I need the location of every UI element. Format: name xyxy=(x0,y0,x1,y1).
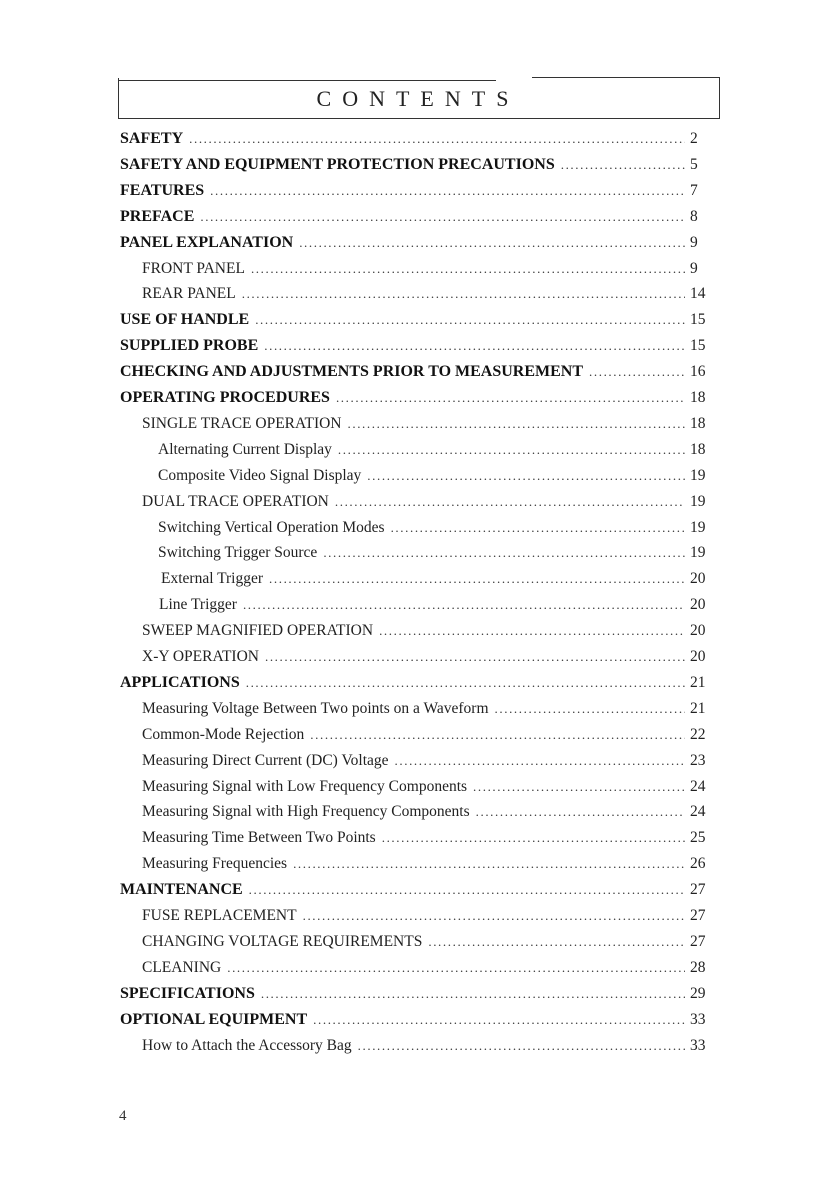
toc-entry-page: 9 xyxy=(690,233,698,251)
toc-entry-page: 14 xyxy=(690,285,706,303)
toc-entry-page: 27 xyxy=(690,932,706,950)
toc-entry xyxy=(120,363,718,389)
toc-entry xyxy=(120,674,718,700)
toc-entry-page: 19 xyxy=(690,544,706,562)
toc-entry-page: 20 xyxy=(690,622,706,640)
toc-entry-label: DUAL TRACE OPERATION xyxy=(142,492,329,510)
toc-entry-label: Measuring Direct Current (DC) Voltage xyxy=(142,751,389,769)
toc-entry-page: 33 xyxy=(690,1010,706,1028)
toc-entry-label: CHANGING VOLTAGE REQUIREMENTS xyxy=(142,932,423,950)
toc-entry-label: Switching Trigger Source xyxy=(158,544,318,562)
toc-entry xyxy=(142,752,718,778)
dot-leader xyxy=(261,986,685,1002)
toc-entry-label: APPLICATIONS xyxy=(120,673,240,691)
toc-entry-page: 26 xyxy=(690,855,706,873)
dot-leader xyxy=(249,882,685,898)
title-top-rule-right xyxy=(532,77,720,78)
toc-entry-page: 19 xyxy=(690,492,706,510)
toc-entry-label: FEATURES xyxy=(120,181,205,199)
toc-entry xyxy=(142,415,718,441)
dot-leader xyxy=(379,623,685,639)
dot-leader xyxy=(255,312,685,328)
toc-entry-label: Common-Mode Rejection xyxy=(142,725,305,743)
toc-entry-label: PREFACE xyxy=(120,207,195,225)
toc-entry xyxy=(161,570,718,596)
toc-entry-label: Measuring Voltage Between Two points on a Waveform xyxy=(142,699,489,717)
dot-leader xyxy=(242,286,685,302)
toc-entry-label: SUPPLIED PROBE xyxy=(120,337,259,355)
toc-entry xyxy=(120,1011,718,1037)
toc-entry xyxy=(142,1037,718,1063)
toc-entry xyxy=(142,493,718,519)
toc-entry-label: CHECKING AND ADJUSTMENTS PRIOR TO MEASUREMENT xyxy=(120,363,584,381)
toc-entry-label: SAFETY xyxy=(120,130,184,147)
toc-entry xyxy=(120,182,718,208)
toc-entry-label: CLEANING xyxy=(142,958,222,976)
dot-leader xyxy=(473,779,685,795)
toc-entry-label: SINGLE TRACE OPERATION xyxy=(142,414,342,432)
toc-entry-page: 23 xyxy=(690,751,706,769)
dot-leader xyxy=(338,442,685,458)
toc-entry-label: OPERATING PROCEDURES xyxy=(120,389,330,406)
dot-leader xyxy=(336,390,685,406)
dot-leader xyxy=(391,520,685,536)
dot-leader xyxy=(348,416,686,432)
toc-entry-page: 21 xyxy=(690,673,706,691)
toc-entry xyxy=(142,959,718,985)
toc-entry-label: Composite Video Signal Display xyxy=(158,466,362,484)
dot-leader xyxy=(589,364,685,380)
toc-entry xyxy=(142,648,718,674)
toc-entry-label: X-Y OPERATION xyxy=(142,648,259,665)
toc-entry-label: Line Trigger xyxy=(159,596,237,614)
toc-entry xyxy=(120,130,718,156)
toc-entry-page: 15 xyxy=(690,337,706,355)
toc-entry-page: 19 xyxy=(690,518,706,536)
toc-entry-page: 5 xyxy=(690,155,698,173)
dot-leader xyxy=(264,338,685,354)
toc-entry-page: 29 xyxy=(690,984,706,1002)
dot-leader xyxy=(246,675,685,691)
toc-entry xyxy=(142,803,718,829)
toc-entry xyxy=(142,726,718,752)
toc-entry-label: Measuring Time Between Two Points xyxy=(142,829,376,847)
dot-leader xyxy=(299,235,685,251)
page-title: CONTENTS xyxy=(316,86,520,111)
toc-entry-page: 9 xyxy=(690,259,698,277)
toc-entry xyxy=(142,933,718,959)
toc-entry-page: 19 xyxy=(690,466,706,484)
toc-entry-page: 27 xyxy=(690,881,706,899)
toc-entry-label: REAR PANEL xyxy=(142,285,236,303)
toc-entry xyxy=(142,260,718,286)
toc-entry-label: Measuring Signal with High Frequency Components xyxy=(142,803,470,821)
toc-entry xyxy=(142,700,718,726)
toc-entry xyxy=(120,208,718,234)
dot-leader xyxy=(495,701,685,717)
dot-leader xyxy=(269,571,685,587)
toc-entry xyxy=(158,467,718,493)
toc-entry-page: 15 xyxy=(690,311,706,329)
toc-entry-page: 8 xyxy=(690,207,698,225)
toc-entry-page: 25 xyxy=(690,829,706,847)
toc-entry-label: SWEEP MAGNIFIED OPERATION xyxy=(142,622,374,640)
toc-entry xyxy=(120,311,718,337)
toc-entry-page: 28 xyxy=(690,958,706,976)
toc-entry-label: Alternating Current Display xyxy=(158,440,332,458)
toc-entry-page: 24 xyxy=(690,803,706,821)
title-top-rule-left xyxy=(118,80,496,81)
toc-entry-label: USE OF HANDLE xyxy=(120,311,250,329)
dot-leader xyxy=(313,1012,685,1028)
toc-entry-page: 2 xyxy=(690,130,698,147)
toc-entry xyxy=(158,441,718,467)
dot-leader xyxy=(210,183,685,199)
toc-entry-page: 20 xyxy=(690,596,706,614)
toc-entry-label: OPTIONAL EQUIPMENT xyxy=(120,1010,308,1028)
toc-entry-label: External Trigger xyxy=(161,570,264,588)
toc-entry-label: How to Attach the Accessory Bag xyxy=(142,1036,352,1054)
dot-leader xyxy=(367,468,685,484)
dot-leader xyxy=(382,830,685,846)
toc-entry-label: FUSE REPLACEMENT xyxy=(142,907,297,924)
toc-entry-label: SAFETY AND EQUIPMENT PROTECTION PRECAUTIONS xyxy=(120,155,555,173)
toc-entry-page: 18 xyxy=(690,414,706,432)
toc-entry-label: MAINTENANCE xyxy=(120,881,243,899)
toc-entry-page: 24 xyxy=(690,777,706,795)
dot-leader xyxy=(476,804,685,820)
toc-entry-label: FRONT PANEL xyxy=(142,259,245,277)
toc-entry xyxy=(159,596,718,622)
dot-leader xyxy=(265,649,685,665)
dot-leader xyxy=(561,157,685,173)
toc-entry-label: Measuring Signal with Low Frequency Components xyxy=(142,777,468,795)
toc-entry-page: 20 xyxy=(690,570,706,588)
toc-entry xyxy=(142,855,718,881)
toc-entry xyxy=(120,337,718,363)
toc-entry xyxy=(120,881,718,907)
toc-entry xyxy=(120,234,718,260)
toc-entry-page: 33 xyxy=(690,1036,706,1054)
toc-entry-page: 21 xyxy=(690,699,706,717)
toc-entry-page: 18 xyxy=(690,440,706,458)
toc-entry xyxy=(142,829,718,855)
toc-entry-page: 7 xyxy=(690,181,698,199)
dot-leader xyxy=(323,545,685,561)
toc-entry xyxy=(142,778,718,804)
dot-leader xyxy=(243,597,685,613)
dot-leader xyxy=(251,261,685,277)
toc-entry xyxy=(120,389,718,415)
toc-entry-page: 20 xyxy=(690,648,706,665)
toc-entry xyxy=(142,622,718,648)
toc-entry-page: 16 xyxy=(690,363,706,381)
dot-leader xyxy=(293,856,685,872)
dot-leader xyxy=(335,494,685,510)
toc-entry-label: Switching Vertical Operation Modes xyxy=(158,518,385,536)
dot-leader xyxy=(310,727,685,743)
toc-entry xyxy=(158,519,718,545)
toc-entry xyxy=(158,544,718,570)
toc-entry xyxy=(142,907,718,933)
dot-leader xyxy=(358,1038,685,1054)
toc-entry-page: 27 xyxy=(690,907,706,924)
dot-leader xyxy=(303,908,685,924)
toc-entry xyxy=(120,156,718,182)
toc-entry-page: 22 xyxy=(690,725,706,743)
toc-entry-label: Measuring Frequencies xyxy=(142,855,288,873)
toc-entry xyxy=(142,285,718,311)
dot-leader xyxy=(189,131,685,147)
dot-leader xyxy=(200,209,685,225)
toc-entry xyxy=(120,985,718,1011)
toc-entry-label: SPECIFICATIONS xyxy=(120,984,255,1002)
toc-entry-page: 18 xyxy=(690,389,706,406)
page-number: 4 xyxy=(119,1108,127,1124)
dot-leader xyxy=(428,934,685,950)
toc-entry-label: PANEL EXPLANATION xyxy=(120,233,294,251)
dot-leader xyxy=(227,960,685,976)
dot-leader xyxy=(395,753,685,769)
